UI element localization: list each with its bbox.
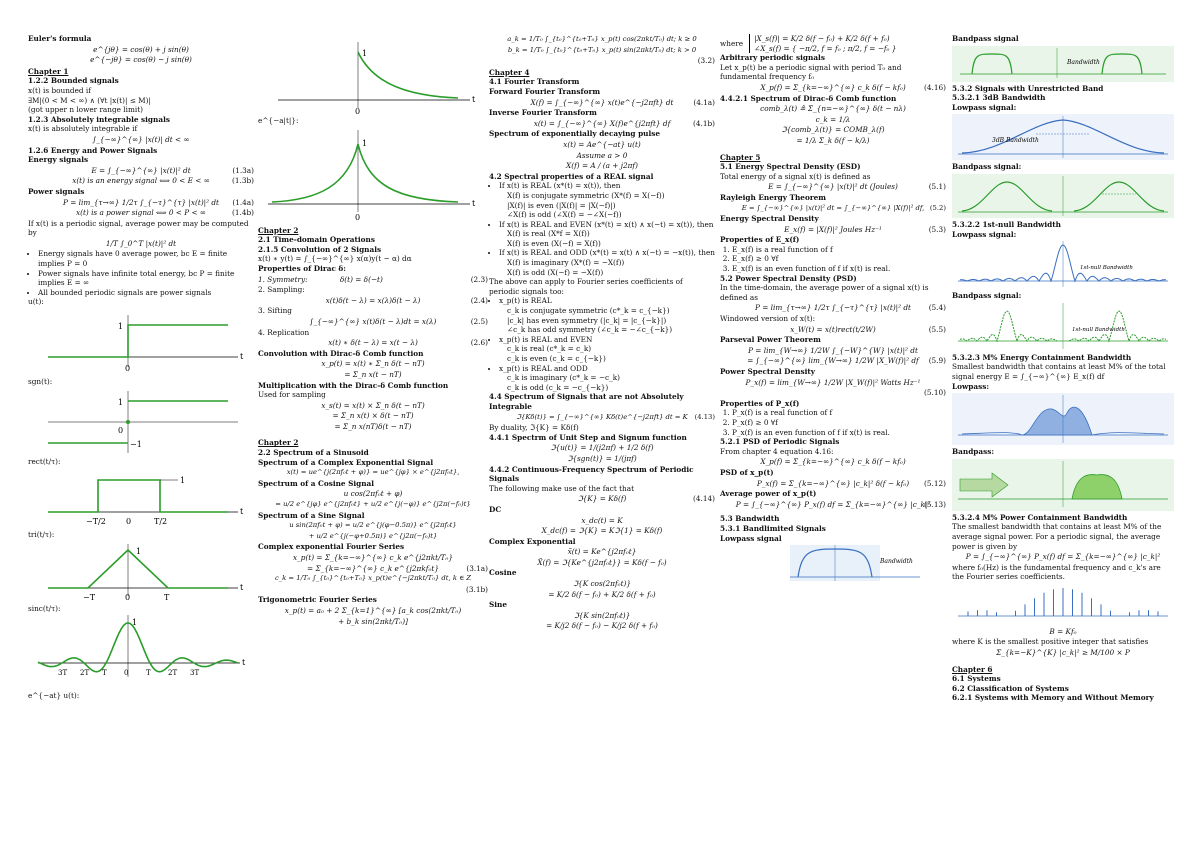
section-5-3-2: 5.3.2 Signals with Unrestricted Band (952, 83, 1104, 93)
real-prop-3: • If x(t) is REAL and ODD (x*(t) = x(t) ∧ x(−t) = −x(t)), then (499, 248, 715, 258)
fs-prop-3: • x_p(t) is REAL and ODD (499, 364, 715, 374)
bounded-text-1: x(t) is bounded if (28, 85, 91, 95)
exp-abs-plot (258, 126, 488, 224)
mult-eq-1: x_s(t) = x(t) × Σ_n δ(t − nT) (321, 400, 425, 410)
real-prop-3a: X(f) is imaginary (X*(f) = −X(f)) (507, 258, 625, 268)
cfs-eq-1: x_p(t) = Σ_{k=−∞}^{∞} c_k e^{j2πkt/T₀} (293, 553, 453, 562)
lowpass-null-heading: Lowpass signal: (952, 229, 1017, 239)
section-6-2: 6.2 Classification of Systems (952, 683, 1069, 693)
real-prop-1: • If x(t) is REAL (x*(t) = x(t)), then (499, 181, 715, 191)
where-cases (749, 34, 896, 53)
svg-text:0: 0 (125, 592, 131, 602)
euler-eq-2: e^{−jθ} = cos(θ) − j sin(θ) (90, 55, 192, 65)
rect-plot (28, 466, 254, 530)
unit-step-plot (28, 307, 254, 377)
s51-text: Total energy of a signal x(t) is defined as (720, 171, 871, 181)
euler-title: Euler's formula (28, 34, 92, 43)
power-eq: P = lim_{τ→∞} 1/2τ ∫_{−τ}^{τ} |x(t)|² dt (1.4a) (63, 197, 254, 207)
esd-eq: E_x(f) = |X(f)|² Joules Hz⁻¹ (5.3) (784, 224, 946, 234)
bandpass-null-heading: Bandpass signal: (952, 291, 1022, 301)
svg-text:1st-null Bandwidth: 1st-null Bandwidth (1080, 265, 1133, 272)
energy-eq: E = ∫_{−∞}^{∞} |x(t)|² dt (1.3a) (91, 165, 254, 175)
conv-eq: x(t) ∗ y(t) = ∫_{−∞}^{∞} x(α)y(t − α) dα (258, 254, 412, 264)
decay-eq-1: x(t) = Ae^{−at} u(t) (563, 139, 641, 149)
svg-text:0: 0 (118, 425, 124, 435)
sin-eq-2: + u/2 e^{j(−φ+0.5π)} e^{j2π(−f₀)t} (308, 531, 438, 540)
section-5-3-1: 5.3.1 Bandlimited Signals (720, 523, 826, 533)
fft-heading: Forward Fourier Transform (489, 86, 601, 96)
svg-text:t: t (240, 352, 244, 362)
real-prop-2a: X(f) is real (X*f = X(f)) (507, 229, 590, 239)
chapter-1-heading: Chapter 1 (28, 66, 69, 76)
tri-plot (28, 540, 254, 604)
prop-sifting-label: 3. Sifting (258, 306, 292, 316)
s52-eq: P = lim_{τ→∞} 1/2τ ∫_{−τ}^{τ} |x(t)|² dt (5.4) (755, 303, 946, 313)
prop-symmetry: 1. Symmetry: δ(t) = δ(−t) (2.3) (258, 274, 488, 284)
tfs-eq-2: + b_k sin(2πkt/T₀)] (338, 616, 408, 626)
b-eq: B = Kf₀ (1049, 626, 1077, 636)
cosine-eq-1: ℑ{K cos(2πf₀t)} (572, 579, 632, 589)
cfs-eq-3: c_k = 1/T₀ ∫_{t₀}^{t₀+T₀} x_p(t)e^{−j2πkt/T₀} dt, k ∈ Z (274, 574, 472, 583)
chapter-6-heading: Chapter 6 (952, 664, 993, 674)
section-2-1: 2.1 Time-domain Operations (258, 235, 375, 245)
s521-text: From chapter 4 equation 4.16: (720, 446, 834, 456)
lowpass-3db-heading: Lowpass signal: (952, 102, 1017, 112)
svg-text:t: t (240, 507, 244, 517)
section-5-1: 5.1 Energy Spectral Density (ESD) (720, 162, 861, 172)
energy-cond: x(t) is an energy signal ⟺ 0 < E < ∞ (1.3b) (72, 176, 254, 186)
fs-props-list (489, 296, 715, 392)
decay-eq-2: Assume a > 0 (576, 150, 628, 160)
svg-text:t: t (472, 95, 476, 104)
cexp-eq: x(t) = ue^{j(2πf₀t + φ)} = ue^{jφ} × e^{j2πf₀t}, (286, 468, 460, 477)
section-1-2-6: 1.2.6 Energy and Power Signals (28, 145, 158, 155)
sgn-eq: ℑ{sgn(t)} = 1/(jπf) (567, 453, 637, 463)
fs-prop-2a: c_k is real (c*_k = c_k) (507, 344, 592, 354)
lowpass-bandlimited-plot (720, 543, 946, 583)
svg-text:−T: −T (83, 592, 96, 602)
mult-heading: Multiplication with the Dirac-δ Comb function (258, 380, 449, 390)
fs-prop-2b: c_k is even (c_k = c_{−k}) (507, 354, 606, 363)
real-prop-2: • If x(t) is REAL and EVEN (x*(t) = x(t) ∧ x(−t) = x(t)), then (499, 220, 715, 230)
section-5-2: 5.2 Power Spectral Density (PSD) (720, 273, 857, 283)
mult-eq-3: = Σ_n x(nT)δ(t − nT) (334, 421, 412, 431)
section-5-2-1: 5.2.1 PSD of Periodic Signals (720, 437, 840, 447)
bullet-2: • Power signals have infinite total energy, bc P = finite implies E = ∞ (38, 269, 254, 288)
prop-sifting-eq: ∫_{−∞}^{∞} x(t)δ(t − λ)dt = x(λ) (2.5) (309, 316, 488, 326)
s5324-eq-2: Σ_{k=−K}^{K} |c_k|² ≥ M/100 × P (996, 648, 1130, 658)
svg-text:1: 1 (362, 49, 368, 58)
column-1 (28, 34, 254, 701)
fs-prop-2-sub (499, 344, 715, 363)
sinc-tick-label: T (146, 669, 151, 678)
psd-xp-heading: PSD of x_p(t) (720, 467, 774, 477)
arb-text: Let x_p(t) be a periodic signal with period T₀ and fundamental frequency f₀ (720, 62, 902, 82)
cos-eq-2: = u/2 e^{jφ} e^{j2πf₀t} + u/2 e^{j(−φ)} e^{j2π(−f₀)t} (275, 500, 471, 509)
parseval-eq-1: P = lim_{W→∞} 1/2W ∫_{−W}^{W} |x(t)|² dt (748, 345, 918, 355)
psd-heading: Power Spectral Density (720, 367, 815, 376)
cfs-eq-3-num: (3.1b) (466, 584, 488, 594)
prop-sampling-eq: x(t)δ(t − λ) = x(λ)δ(t − λ) (2.4) (325, 295, 488, 305)
lowpass-heading: Lowpass signal (720, 533, 782, 543)
svg-text:1: 1 (136, 546, 142, 556)
fs-prop-1-sub (499, 306, 715, 335)
svg-text:−1: −1 (130, 439, 142, 449)
lowpass-3db-plot (952, 112, 1174, 162)
cosine-heading: Cosine (489, 568, 517, 578)
real-prop-1c: ∠X(f) is odd (∠X(f) = −∠X(−f)) (507, 210, 622, 220)
abs-eq: ∫_{−∞}^{∞} |x(t)| dt < ∞ (92, 134, 190, 144)
svg-text:1: 1 (180, 476, 186, 486)
svg-text:1: 1 (132, 618, 138, 628)
dc-heading: DC (489, 504, 502, 514)
esd-heading: Energy Spectral Density (720, 214, 819, 224)
chapter-4-heading: Chapter 4 (489, 67, 530, 77)
section-5-3-2-2: 5.3.2.2 1st-null Bandwidth (952, 219, 1061, 229)
step-eq: ℑ{u(t)} = 1/(j2πf) + 1/2 δ(f) (550, 443, 654, 453)
section-1-2-2: 1.2.2 Bounded signals (28, 76, 119, 86)
psd-eq: P_x(f) = lim_{W→∞} 1/2W |X_W(f)|² Watts Hz⁻¹ (745, 377, 921, 387)
fs-prop-1b: |c_k| has even symmetry (|c_k| = |c_{−k}|) (507, 315, 667, 325)
section-5-3-2-4: 5.3.2.4 M% Power Containment Bandwidth (952, 512, 1128, 522)
fs-prop-3b: c_k is odd (c_k = −c_{−k}) (507, 382, 609, 392)
column-5 (952, 34, 1174, 703)
comb-eq-2: = Σ_n x(t − nT) (344, 369, 402, 379)
comb-spec-eq-3: ℑ{comb_λ(t)} = COMB_λ(f) (781, 125, 885, 135)
parseval-eq-2: = ∫_{−∞}^{∞} lim_{W→∞} 1/2W |X_W(f)|² df (5.9) (747, 356, 946, 366)
lowpass-energy-heading: Lowpass: (952, 381, 990, 391)
sinc-tick-label: 2T (168, 669, 178, 678)
windowed-eq: x_W(t) = x(t)rect(t/2W) (5.5) (790, 324, 946, 334)
real-prop-2b: X(f) is even (X(−f) = X(f)) (507, 238, 601, 248)
svg-text:0: 0 (126, 517, 132, 527)
svg-text:1: 1 (118, 397, 124, 407)
column-2 (258, 34, 488, 627)
psd-num: (5.10) (924, 388, 946, 398)
dirac-props-heading: Properties of Dirac δ: (258, 263, 346, 273)
section-5-3-2-1: 5.3.2.1 3dB Bandwidth (952, 93, 1046, 103)
ak-eq: a_k = 1/T₀ ∫_{t₀}^{t₀+T₀} x_p(t) cos(2πkt/T₀) dt; k ≥ 0 (507, 35, 697, 43)
ift-eq: x(t) = ∫_{−∞}^{∞} X(f)e^{j2πft} df (4.1b) (533, 118, 715, 128)
comb-spec-eq-2: c_k = 1/λ (815, 114, 851, 124)
comb-heading: Convolution with Dirac-δ Comb function (258, 348, 424, 358)
sin-eq-1: u sin(2πf₀t + φ) = u/2 e^{j(φ−0.5π)} e^{j2πf₀t} (289, 521, 457, 530)
fs-prop-1: • x_p(t) is REAL (499, 296, 715, 306)
svg-text:Bandwidth: Bandwidth (880, 558, 913, 566)
energy-heading: Energy signals (28, 155, 89, 165)
comb-spec-eq-1: comb_λ(t) ≜ Σ_{n=−∞}^{∞} δ(t − nλ) (760, 104, 906, 114)
svg-text:1: 1 (362, 138, 368, 148)
section-4-4-2: 4.4.2 Continuous-Frequency Spectrum of Periodic Signals (489, 464, 694, 484)
real-prop-1a: X(f) is conjugate symmetric (X*(f) = X(−f)) (507, 190, 665, 200)
section-4-1: 4.1 Fourier Transform (489, 77, 580, 87)
s52-text: In the time-domain, the average power of a signal x(t) is defined as (720, 283, 929, 302)
real-props-list (489, 181, 715, 277)
bullet-1: • Energy signals have 0 average power, bc E = finite implies P = 0 (38, 249, 254, 268)
sinc-tick-label: T (102, 669, 107, 678)
svg-text:t: t (240, 582, 244, 592)
s442-eq: ℑ{K} = Kδ(f) (4.14) (577, 494, 715, 504)
real-prop-2-sub (499, 229, 715, 248)
arb-eq: X_p(f) = Σ_{k=−∞}^{∞} c_k δ(f − kf₀) (4.16) (760, 82, 946, 92)
where-label: where (720, 38, 744, 48)
sine-heading: Sine (489, 600, 507, 610)
tfs-eq-1: x_p(t) = a₀ + 2 Σ_{k=1}^{∞} [a_k cos(2πkt/T₀) (284, 605, 462, 615)
bounded-text-2: ∃M|(0 < M < ∞) ∧ (∀t |x(t)| ≤ M)| (28, 95, 151, 105)
svg-text:T: T (164, 592, 170, 602)
cosine-eq-2: = K/2 δ(f − f₀) + K/2 δ(f + f₀) (548, 589, 656, 599)
svg-text:T/2: T/2 (154, 517, 168, 527)
power-heading: Power signals (28, 186, 85, 196)
complex-exp-eq-1: x̃(t) = Ke^{j2πf₀t} (567, 547, 637, 557)
mult-used: Used for sampling (258, 390, 326, 400)
bk-eq: b_k = 1/T₀ ∫_{t₀}^{t₀+T₀} x_p(t) sin(2πkt/T₀) dt; k > 0 (507, 45, 697, 54)
fs-prop-3-sub (499, 373, 715, 392)
exp-decay-label: e^{−at} u(t): (28, 691, 80, 701)
bandpass-top-heading: Bandpass signal (952, 34, 1019, 43)
avg-power-eq: P = ∫_{−∞}^{∞} P_x(f) df = Σ_{k=−∞}^{∞} |c_k|² (5.13) (735, 499, 946, 509)
section-6-1: 6.1 Systems (952, 674, 1001, 684)
real-prop-3b: X(f) is odd (X(−f) = −X(f)) (507, 267, 604, 277)
section-4-4: 4.4 Spectrum of Signals that are not Absolutely Integrable (489, 392, 684, 411)
s51-eq: E = ∫_{−∞}^{∞} |x(t)|² dt (Joules) (5.1) (768, 182, 946, 192)
power-cond: x(t) is a power signal ⟺ 0 < P < ∞ (1.4b) (76, 208, 254, 218)
s5324-text-3: where K is the smallest positive integer that satisfies (952, 637, 1149, 647)
real-prop-3-sub (499, 258, 715, 277)
sinc-tick-label: 3T (190, 669, 200, 678)
cos-eq-1: u cos(2πf₀t + φ) (343, 489, 403, 499)
fft-eq: X(f) = ∫_{−∞}^{∞} x(t)e^{−j2πft} dt (4.1a) (530, 97, 715, 107)
fs-intro: The above can apply to Fourier series coefficients of periodic signals too: (489, 277, 683, 296)
bandpass-energy-heading: Bandpass: (952, 447, 995, 457)
dc-eq-2: X_dc(f) = ℑ{K} = Kℑ{1} = Kδ(f) (541, 526, 663, 536)
s5323-text: Smallest bandwidth that contains at least M% of the total signal energy E = ∫_{−∞}^{∞} E_x(f) df (952, 362, 1166, 381)
psd-props-heading: Properties of P_x(f) (720, 398, 800, 408)
sinc-plot (28, 613, 254, 691)
lowpass-energy-plot (952, 391, 1174, 447)
mult-eq-2: = Σ_n x(t) × δ(t − nT) (332, 411, 414, 421)
fs-prop-1a: c_k is conjugate symmetric (c*_k = c_{−k}) (507, 306, 670, 316)
section-5-3: 5.3 Bandwidth (720, 514, 780, 524)
psd-prop-2: 2. P_x(f) ≥ 0 ∀f (732, 418, 946, 428)
prop-replication-label: 4. Replication (258, 327, 310, 337)
windowed-heading: Windowed version of x(t): (720, 314, 816, 324)
svg-text:1: 1 (118, 322, 124, 332)
complex-exp-heading: Complex Exponential (489, 536, 576, 546)
chapter-5-heading: Chapter 5 (720, 152, 761, 162)
tri-label: tri(t/τ): (28, 530, 55, 540)
bandpass-null-plot (952, 301, 1174, 353)
section-4-4-2-1: 4.4.2.1 Spectrum of Dirac-δ Comb function (720, 93, 897, 103)
tfs-heading: Trigonometric Fourier Series (258, 595, 377, 605)
bounded-text-3: (got upper n lower range limit) (28, 105, 143, 115)
fs-prop-2: • x_p(t) is REAL and EVEN (499, 335, 715, 345)
section-6-2-1: 6.2.1 Systems with Memory and Without Memory (952, 693, 1154, 703)
sgn-label: sgn(t): (28, 377, 53, 387)
dc-eq-1: x_dc(t) = K (581, 515, 623, 525)
cfs-heading: Complex exponential Fourier Series (258, 542, 405, 552)
chapter-2-heading: Chapter 2 (258, 225, 299, 235)
real-prop-1-sub (499, 191, 715, 220)
cfs-eq-2: = Σ_{k=−∞}^{∞} c_k e^{j2πkf₀t} (3.1a) (307, 563, 488, 573)
periodic-text: If x(t) is a periodic signal, average power may be computed by (28, 218, 249, 238)
abs-text: x(t) is absolutely integrable if (28, 124, 138, 134)
sinc-tick-label: 2T (80, 669, 90, 678)
complex-exp-eq-2: X̃(f) = ℑ{Ke^{j2πf₀t}} = Kδ(f − f₀) (537, 557, 667, 567)
prop-sampling-label: 2. Sampling: (258, 285, 305, 295)
svg-text:0: 0 (355, 107, 361, 116)
svg-text:3dB Bandwidth: 3dB Bandwidth (992, 137, 1039, 145)
esd-prop-2: 2. E_x(f) ≥ 0 ∀f (732, 254, 946, 264)
sin-heading: Spectrum of a Sine Signal (258, 510, 365, 520)
psd-props-list (720, 408, 946, 437)
esd-prop-1: 1. E_x(f) is a real function of f (732, 245, 946, 255)
s44-eq: ℑ{Kδ(t)} = ∫_{−∞}^{∞} Kδ(t)e^{−j2πft} dt = K (4.13) (516, 412, 715, 421)
euler-eq-1: e^{jθ} = cos(θ) + j sin(θ) (93, 44, 189, 54)
bullet-3: • All bounded periodic signals are power signals (38, 288, 254, 298)
svg-text:t: t (242, 658, 246, 668)
unit-step-label: u(t): (28, 297, 44, 307)
section-4-4-1: 4.4.1 Spectrm of Unit Step and Signum function (489, 432, 687, 442)
section-1-2-3: 1.2.3 Absolutely integrable signals (28, 114, 170, 124)
power-containment-plot (952, 582, 1174, 626)
prop-replication-eq: x(t) ∗ δ(t − λ) = x(t − λ) (2.6) (328, 338, 488, 348)
sinc-label: sinc(t/τ): (28, 603, 61, 613)
sgn-plot (28, 387, 254, 457)
sinc-tick-label: 0 (124, 669, 129, 678)
parseval-heading: Parseval Power Theorem (720, 335, 821, 345)
s521-eq: X_p(f) = Σ_{k=−∞}^{∞} c_k δ(f − kf₀) (760, 457, 906, 467)
where-block (720, 34, 946, 53)
psd-prop-1: 1. P_x(f) is a real function of f (732, 408, 946, 418)
section-5-3-2-3: 5.3.2.3 M% Energy Containment Bandwidth (952, 352, 1132, 362)
real-prop-1b: |X(f)| is even (|X(f)| = |X(−f)|) (507, 200, 616, 210)
where-mag: |X_s(f)| = K/2 δ(f − f₀) + K/2 δ(f + f₀) (754, 34, 890, 43)
esd-prop-3: 3. E_x(f) is an even function of f if x(t) is real. (732, 264, 946, 274)
exp-abs-label: e^{−a|t|}: (258, 116, 299, 125)
psd-xp-eq: P_x(f) = Σ_{k=−∞}^{∞} |c_k|² δ(f − kf₀) (5.12) (756, 478, 946, 488)
s442-intro: The following make use of the fact that (489, 483, 635, 493)
sine-eq-2: = K/j2 δ(f − f₀) − K/j2 δ(f + f₀) (546, 621, 658, 631)
bandpass-3db-heading: Bandpass signal: (952, 162, 1022, 172)
decay-eq-3: X(f) = A / (a + j2πf) (566, 161, 638, 171)
bandpass-bandlimited-plot (952, 44, 1174, 84)
arb-heading: Arbitrary periodic signals (720, 53, 825, 63)
rayleigh-eq: E = ∫_{−∞}^{∞} |x(t)|² dt = ∫_{−∞}^{∞} |X(f)|² df, (5.2) (741, 203, 946, 212)
comb-eq-1: x_p(t) = x(t) ∗ Σ_n δ(t − nT) (321, 359, 425, 369)
lowpass-null-plot (952, 239, 1174, 291)
section-4-2: 4.2 Spectral properties of a REAL signal (489, 171, 654, 181)
sine-eq-1: ℑ{K sin(2πf₀t)} (573, 610, 631, 620)
section-2-2: 2.2 Spectrum of a Sinusoid (258, 448, 369, 458)
fs-prop-1c: ∠c_k has odd symmetry (∠c_k = −∠c_{−k}) (507, 325, 673, 335)
section-2-1-5: 2.1.5 Convolution of 2 Signals (258, 244, 382, 254)
bandpass-3db-plot (952, 172, 1174, 220)
avg-power-heading: Average power of x_p(t) (720, 489, 817, 499)
svg-text:0: 0 (125, 364, 131, 374)
duality-text: By duality, ℑ{K} = Kδ(f) (489, 423, 579, 433)
exp-decay-plot (258, 34, 488, 116)
svg-text:t: t (472, 198, 476, 208)
ak-num: (3.2) (697, 56, 715, 66)
ift-heading: Inverse Fourier Transform (489, 108, 597, 118)
fs-prop-3a: c_k is imaginary (c*_k = −c_k) (507, 373, 620, 383)
s5324-eq: P = ∫_{−∞}^{∞} P_x(f) df = Σ_{k=−∞}^{∞} |c_k|² (965, 552, 1161, 562)
bandpass-energy-plot (952, 457, 1174, 513)
column-4 (720, 34, 946, 583)
s5324-text-2: where f₀(Hz) is the fundamental frequency and c_k's are the Fourier series coefficients. (952, 562, 1161, 582)
esd-props-list (720, 245, 946, 274)
svg-text:0: 0 (355, 212, 361, 222)
cos-heading: Spectrum of a Cosine Signal (258, 478, 375, 488)
psd-prop-3: 3. P_x(f) is an even function of f if x(t) is real. (732, 428, 946, 438)
cexp-heading: Spectrum of a Complex Exponential Signal (258, 457, 434, 467)
where-phase: ∠X_s(f) = { −π/2, f = f₀ ; π/2, f = −f₀ } (754, 43, 897, 53)
column-3 (489, 34, 715, 632)
rayleigh-heading: Rayleigh Energy Theorem (720, 192, 827, 202)
chapter-2b-heading: Chapter 2 (258, 438, 299, 448)
sinc-tick-label: 3T (58, 669, 68, 678)
svg-text:1st-null Bandwidth: 1st-null Bandwidth (1072, 326, 1125, 333)
svg-text:−T/2: −T/2 (86, 517, 106, 527)
comb-spec-eq-4: = 1/λ Σ_k δ(f − k/λ) (796, 135, 870, 145)
s5324-text-1: The smallest bandwidth that contains at least M% of the average signal power. For a periodic signal, the average power is given by (952, 522, 1162, 551)
rect-label: rect(t/τ): (28, 456, 61, 466)
svg-text:Bandwidth: Bandwidth (1067, 58, 1100, 66)
esd-props-heading: Properties of E_x(f) (720, 235, 800, 245)
energy-power-bullets (28, 249, 254, 297)
decay-heading: Spectrum of exponentially decaying pulse (489, 129, 660, 139)
periodic-eq: 1/T ∫_0^T |x(t)|² dt (105, 238, 177, 248)
